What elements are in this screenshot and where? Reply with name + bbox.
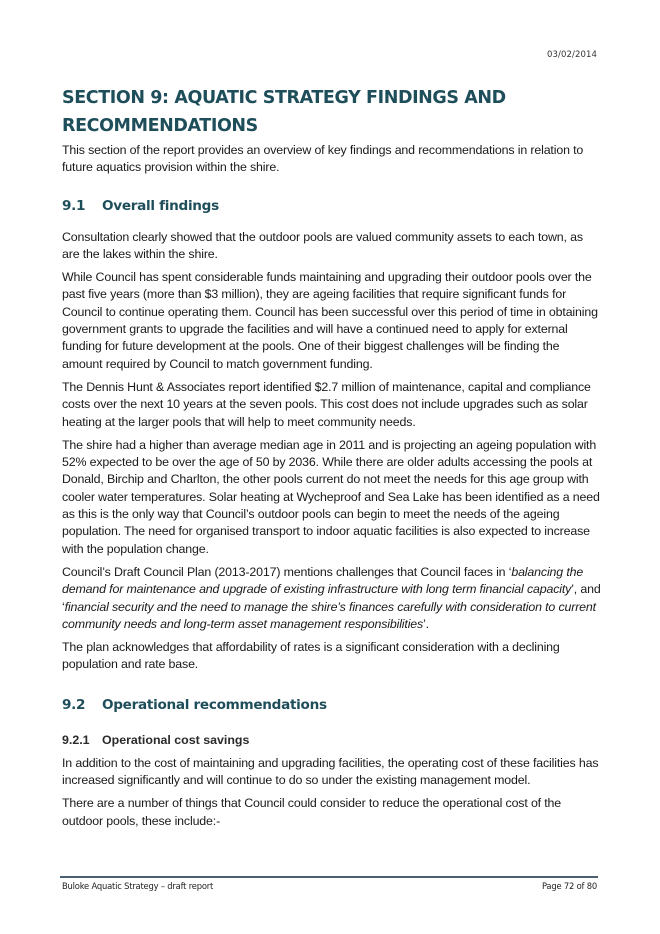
heading-title: Operational recommendations — [102, 696, 327, 713]
section-title — [62, 84, 602, 140]
footer-page-number: Page 72 of 80 — [541, 881, 597, 891]
section-intro: This section of the report provides an overview of key findings and recommendations in relation to future aquatics provision within the shire. — [62, 143, 584, 175]
paragraph-council-spending: While Council has spent considerable funds maintaining and upgrading their outdoor pools over the past five years (more than $3 million), they are ageing facilities that require significant funds for Council to continue operating them. Council has been successful over this period of time in obtaining government grants to upgrade the facilities and will have a continued need to apply for external funding for future development at the pools. One of their biggest challenges will be finding the amount required by Council to match government funding. — [62, 270, 598, 371]
paragraph-operating-cost: In addition to the cost of maintaining and upgrading facilities, the operating cost of these facilities has increased significantly and will continue to do so under the existing management model. — [62, 755, 599, 788]
heading-title: Operational cost savings — [102, 732, 250, 747]
page-content — [62, 84, 602, 836]
heading-number: 9.2 — [62, 696, 86, 713]
heading-operational-recommendations — [62, 696, 602, 714]
section-title-line1: SECTION 9: AQUATIC STRATEGY FINDINGS AND — [62, 88, 506, 108]
plan-quote-2: financial security and the need to manage the shire’s finances carefully with consideration to current community needs and long-term asset management responsibilities — [62, 599, 596, 631]
heading-operational-cost-savings — [62, 732, 602, 749]
plan-lead: Council’s Draft Council Plan (2013-2017) mentions challenges that Council faces in ‘ — [62, 564, 512, 579]
section-title-line2: RECOMMENDATIONS — [62, 116, 258, 136]
footer-divider — [60, 876, 598, 878]
paragraph-ageing-population: The shire had a higher than average median age in 2011 and is projecting an ageing population with 52% expected to be over the age of 50 by 2036. While there are older adults accessing the pools at Donald, Birchip and Charlton, the other pools current do not meet the needs for this age group with cooler water temperatures. Solar heating at Wycheproof and Sea Lake has been identified as a need as this is the only way that Council’s outdoor pools can begin to meet the needs of the ageing population. The need for organised transport to indoor aquatic facilities is also expected to increase with the population change. — [62, 437, 600, 556]
paragraph-dennis-hunt-report: The Dennis Hunt & Associates report identified $2.7 million of maintenance, capital and compliance costs over the next 10 years at the seven pools. This cost does not include upgrades such as solar heating at the larger pools that will help to meet community needs. — [62, 379, 591, 429]
header-date: 03/02/2014 — [547, 50, 597, 60]
paragraph-consultation: Consultation clearly showed that the outdoor pools are valued community assets to each town, as are the lakes within the shire. — [62, 229, 583, 261]
heading-title: Overall findings — [102, 197, 219, 214]
heading-number: 9.1 — [62, 197, 86, 214]
plan-mid: ’, and ‘ — [62, 582, 601, 614]
paragraph-reduce-cost-intro: There are a number of things that Council could consider to reduce the operational cost of the outdoor pools, these include:- — [62, 796, 562, 828]
heading-overall-findings — [62, 197, 602, 215]
footer-document-title: Buloke Aquatic Strategy – draft report — [62, 881, 214, 891]
plan-quote-1: balancing the demand for maintenance and upgrade of existing infrastructure with long term financial capacity — [62, 564, 584, 597]
heading-number: 9.2.1 — [62, 732, 90, 747]
paragraph-affordability: The plan acknowledges that affordability of rates is a significant consideration with a declining population and rate base. — [62, 640, 560, 672]
paragraph-council-plan — [62, 564, 602, 633]
plan-tail: ’. — [423, 616, 429, 631]
